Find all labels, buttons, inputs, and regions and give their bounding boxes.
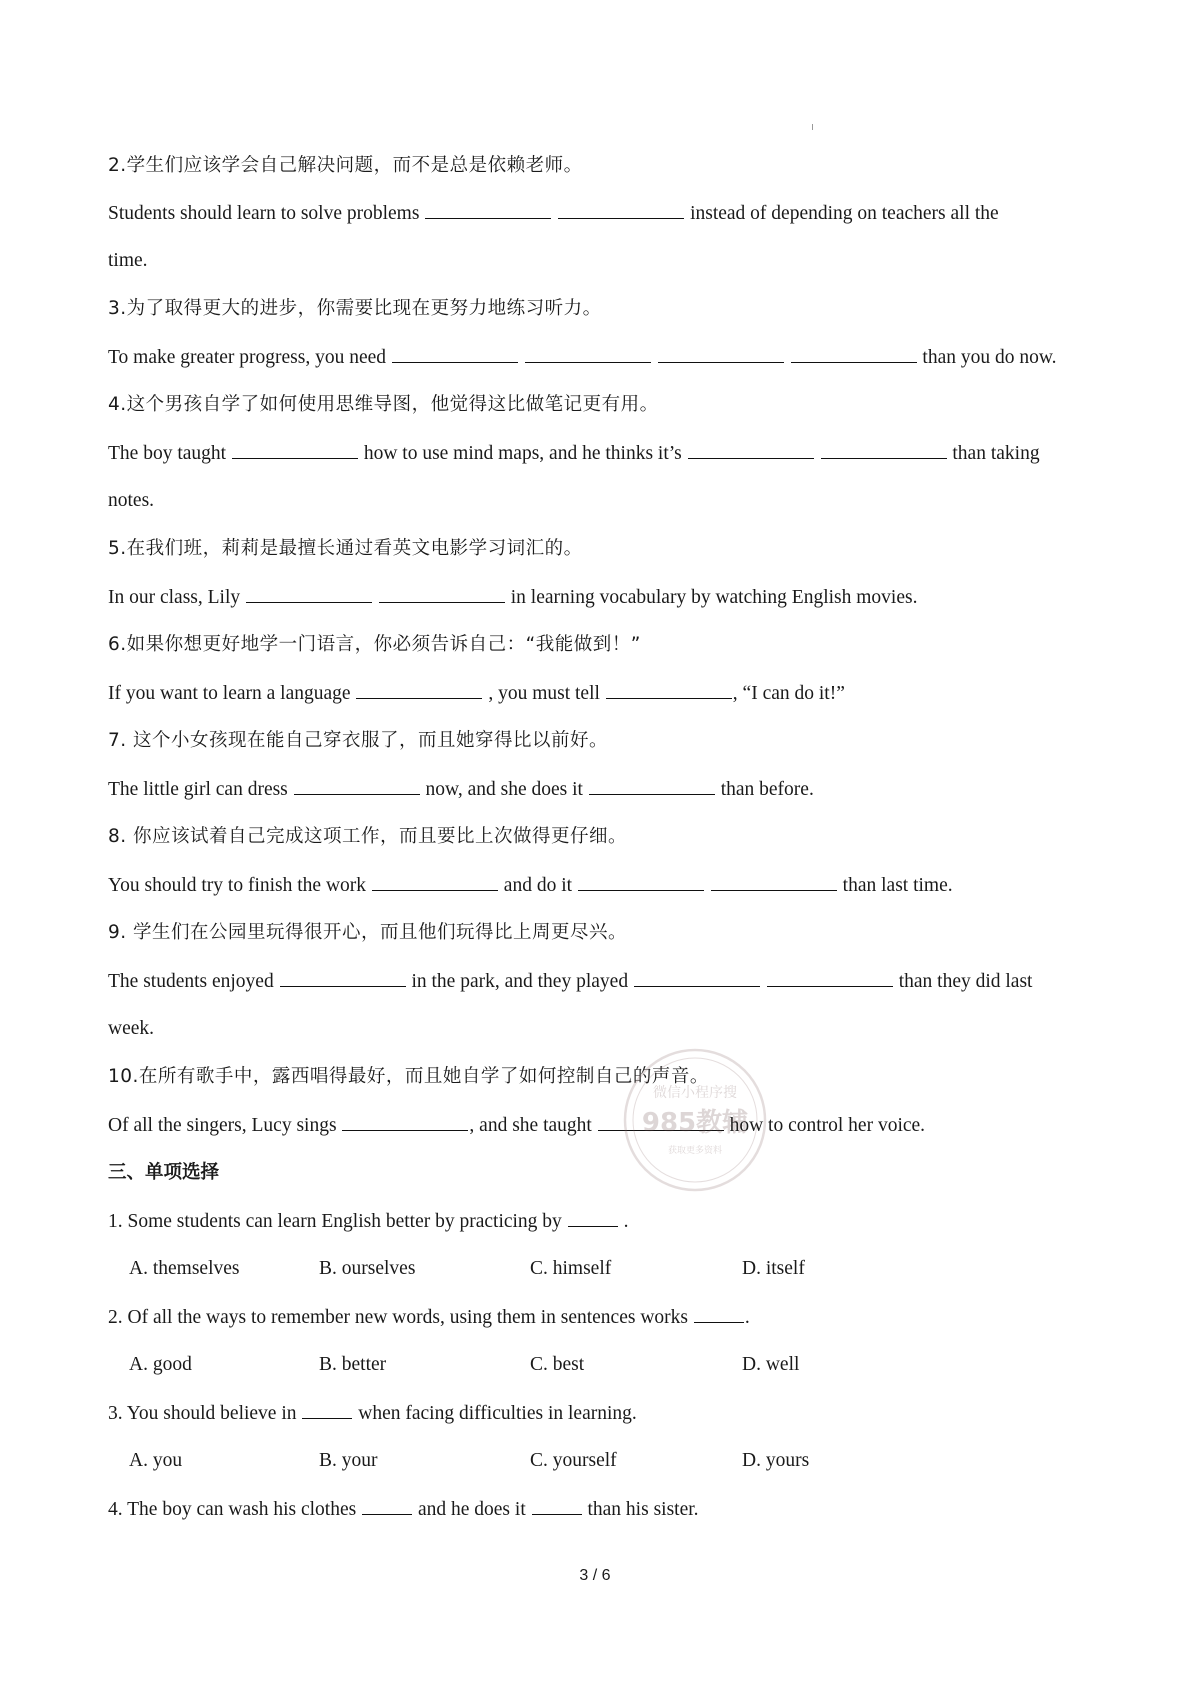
answer-blank[interactable] — [821, 440, 947, 459]
mc-question-3: 3. You should believe in when facing difficulties in learning. — [108, 1400, 637, 1427]
answer-blank[interactable] — [246, 584, 372, 603]
mc-question-2: 2. Of all the ways to remember new words, using them in sentences works . — [108, 1304, 750, 1331]
answer-blank[interactable] — [606, 680, 732, 699]
answer-blank[interactable] — [658, 344, 784, 363]
watermark-line-1: 微信小程序搜 — [653, 1085, 737, 1101]
page-number: 3 / 6 — [579, 1567, 611, 1584]
item-10-english: Of all the singers, Lucy sings , and she taught how to control her voice. — [108, 1112, 925, 1139]
answer-blank[interactable] — [532, 1496, 582, 1515]
mc-question-4: 4. The boy can wash his clothes and he does it than his sister. — [108, 1496, 699, 1523]
mc-2-option-a[interactable]: A. good — [129, 1354, 192, 1375]
answer-blank[interactable] — [578, 872, 704, 891]
mc-2-option-d[interactable]: D. well — [742, 1354, 800, 1375]
watermark-line-2: 985教辅 — [641, 1108, 749, 1138]
answer-blank[interactable] — [558, 200, 684, 219]
answer-blank[interactable] — [568, 1208, 618, 1227]
answer-blank[interactable] — [362, 1496, 412, 1515]
item-6-english: If you want to learn a language , you must tell , “I can do it!” — [108, 680, 845, 707]
mc-1-option-b[interactable]: B. ourselves — [319, 1258, 416, 1279]
item-6-chinese: 6.如果你想更好地学一门语言，你必须告诉自己：“我能做到！” — [108, 634, 641, 655]
item-2-english: Students should learn to solve problems instead of depending on teachers all the — [108, 200, 999, 227]
answer-blank[interactable] — [372, 872, 498, 891]
item-2-chinese: 2.学生们应该学会自己解决问题，而不是总是依赖老师。 — [108, 155, 583, 176]
answer-blank[interactable] — [688, 440, 814, 459]
answer-blank[interactable] — [356, 680, 482, 699]
item-4-chinese: 4.这个男孩自学了如何使用思维导图，他觉得这比做笔记更有用。 — [108, 394, 659, 415]
answer-blank[interactable] — [294, 776, 420, 795]
mc-3-option-c[interactable]: C. yourself — [530, 1450, 617, 1471]
answer-blank[interactable] — [379, 584, 505, 603]
section-header: 三、单项选择 — [108, 1162, 220, 1183]
mc-3-option-d[interactable]: D. yours — [742, 1450, 810, 1471]
item-9-english: The students enjoyed in the park, and they played than they did last — [108, 968, 1032, 995]
item-2-english-cont: time. — [108, 250, 148, 271]
item-4-english: The boy taught how to use mind maps, and he thinks it’s than taking — [108, 440, 1040, 467]
item-9-english-cont: week. — [108, 1018, 155, 1039]
item-8-chinese: 8. 你应该试着自己完成这项工作，而且要比上次做得更仔细。 — [108, 826, 628, 847]
item-3-chinese: 3.为了取得更大的进步，你需要比现在更努力地练习听力。 — [108, 298, 602, 319]
answer-blank[interactable] — [425, 200, 551, 219]
answer-blank[interactable] — [232, 440, 358, 459]
answer-blank[interactable] — [392, 344, 518, 363]
answer-blank[interactable] — [767, 968, 893, 987]
answer-blank[interactable] — [791, 344, 917, 363]
mc-3-option-a[interactable]: A. you — [129, 1450, 183, 1471]
mc-question-1: 1. Some students can learn English better by practicing by . — [108, 1208, 628, 1235]
mc-1-option-d[interactable]: D. itself — [742, 1258, 805, 1279]
item-5-english: In our class, Lily in learning vocabulary by watching English movies. — [108, 584, 917, 611]
mc-3-option-b[interactable]: B. your — [319, 1450, 378, 1471]
mc-1-option-c[interactable]: C. himself — [530, 1258, 612, 1279]
watermark-line-3: 获取更多资料 — [667, 1146, 723, 1156]
scan-mark — [812, 124, 813, 130]
mc-2-option-b[interactable]: B. better — [319, 1354, 387, 1375]
answer-blank[interactable] — [598, 1112, 724, 1131]
item-8-english: You should try to finish the work and do it than last time. — [108, 872, 953, 899]
item-4-english-cont: notes. — [108, 490, 155, 511]
item-3-english: To make greater progress, you need than you do now. — [108, 344, 1057, 371]
answer-blank[interactable] — [589, 776, 715, 795]
mc-1-option-a[interactable]: A. themselves — [129, 1258, 240, 1279]
answer-blank[interactable] — [694, 1304, 744, 1323]
answer-blank[interactable] — [302, 1400, 352, 1419]
answer-blank[interactable] — [634, 968, 760, 987]
item-7-chinese: 7. 这个小女孩现在能自己穿衣服了，而且她穿得比以前好。 — [108, 730, 609, 751]
answer-blank[interactable] — [525, 344, 651, 363]
item-7-english: The little girl can dress now, and she does it than before. — [108, 776, 814, 803]
answer-blank[interactable] — [280, 968, 406, 987]
mc-2-option-c[interactable]: C. best — [530, 1354, 585, 1375]
answer-blank[interactable] — [711, 872, 837, 891]
answer-blank[interactable] — [342, 1112, 468, 1131]
item-5-chinese: 5.在我们班，莉莉是最擅长通过看英文电影学习词汇的。 — [108, 538, 583, 559]
item-9-chinese: 9. 学生们在公园里玩得很开心，而且他们玩得比上周更尽兴。 — [108, 922, 628, 943]
item-10-chinese: 10.在所有歌手中，露西唱得最好，而且她自学了如何控制自己的声音。 — [108, 1066, 709, 1087]
